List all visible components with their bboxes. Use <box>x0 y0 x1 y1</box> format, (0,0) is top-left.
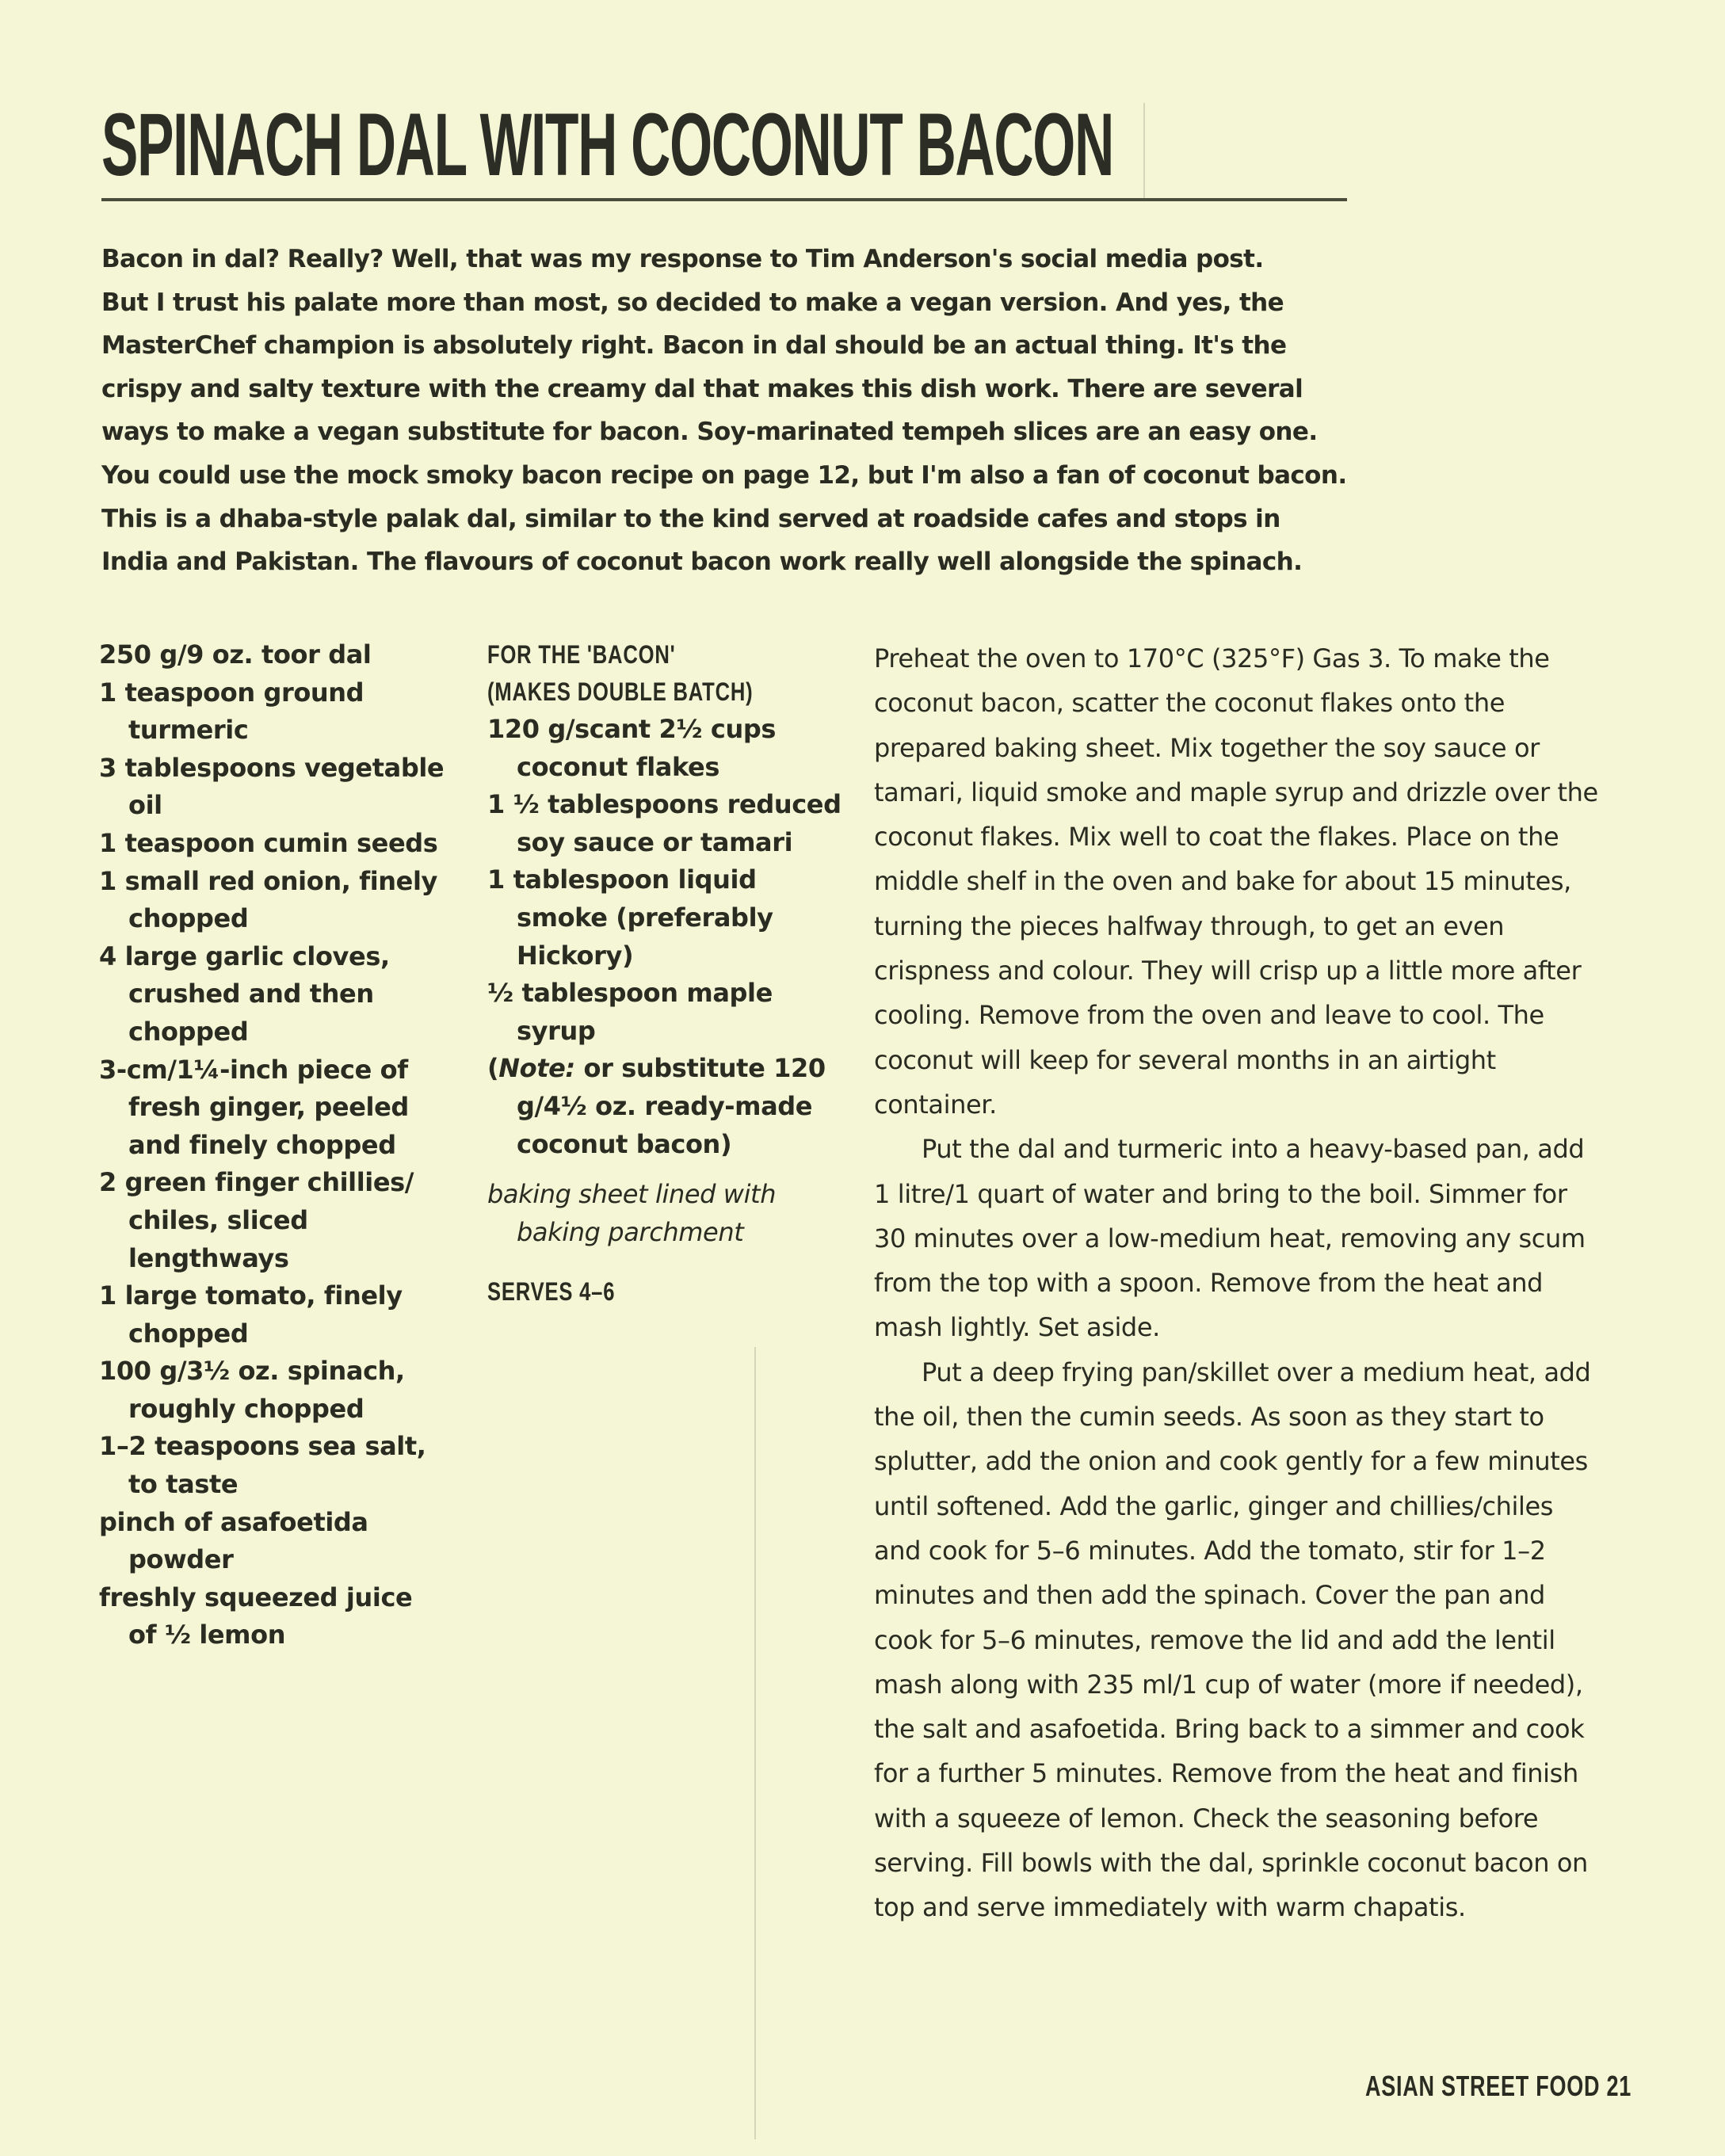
ingredient-item: pinch of asafoetida powder <box>99 1506 368 1575</box>
serves-label: SERVES 4–6 <box>487 1277 616 1307</box>
ingredient-item: 100 g/3½ oz. spinach, roughly chopped <box>99 1356 405 1424</box>
bacon-subheading: (MAKES DOUBLE BATCH) <box>487 677 754 706</box>
intro-line: MasterChef champion is absolutely right. Bacon in dal should be an actual thing. It's the <box>101 331 1287 361</box>
intro-line: India and Pakistan. The flavours of coconut bacon work really well alongside the spinach. <box>101 548 1303 577</box>
ingredient-item: 1–2 teaspoons sea salt, to taste <box>99 1431 426 1500</box>
book-title: ASIAN STREET FOOD <box>1365 2070 1601 2102</box>
ingredient-item: 1 teaspoon cumin seeds <box>99 827 438 858</box>
scan-crease <box>1143 103 1145 198</box>
method-paragraph: Put a deep frying pan/skillet over a medium heat, add the oil, then the cumin seeds. As soon as they start to splutter, add the onion and cook gently for a few minutes until softened. Add the garlic, ginger and chillies/chiles and cook for 5–6 minutes. Add the tomato, stir for 1–2 minutes and then add the spinach. Cover the pan and cook for 5–6 minutes, remove the lid and add the lentil mash along with 235 ml/1 cup of water (more if needed), the salt and asafoetida. Bring back to a simmer and cook for a further 5 minutes. Remove from the heat and finish with a squeeze of lemon. Check the seasoning before serving. Fill bowls with the dal, sprinkle coconut bacon on top and serve immediately with warm chapatis. <box>874 1357 1591 1923</box>
note-paren: ( <box>487 1053 499 1084</box>
ingredients-list <box>99 636 448 1654</box>
title-divider <box>101 198 1347 201</box>
intro-line: This is a dhaba-style palak dal, similar to the kind served at roadside cafes and stops in <box>101 504 1280 533</box>
ingredient-item: 2 green finger chillies/ chiles, sliced lengthways <box>99 1167 414 1273</box>
note-label: Note: <box>498 1053 575 1084</box>
page-number: 21 <box>1606 2070 1632 2102</box>
ingredient-item: 1 small red onion, finely chopped <box>99 865 438 934</box>
bacon-ingredients <box>487 636 844 1311</box>
ingredient-note <box>487 1050 844 1163</box>
ingredient-item: ½ tablespoon maple syrup <box>487 978 773 1046</box>
method-paragraph: Put the dal and turmeric into a heavy-based pan, add 1 litre/1 quart of water and bring to the boil. Simmer for 30 minutes over a low-medium heat, removing any scum from the top with a spoon. Remove from the heat and mash lightly. Set aside. <box>874 1134 1586 1343</box>
ingredient-item: 250 g/9 oz. toor dal <box>99 639 372 670</box>
intro-line: You could use the mock smoky bacon recipe on page 12, but I'm also a fan of coconut bacon. <box>101 460 1347 490</box>
ingredient-item: 120 g/scant 2½ cups coconut flakes <box>487 714 776 782</box>
ingredient-item: freshly squeezed juice of ½ lemon <box>99 1582 413 1650</box>
method-text <box>874 636 1603 1930</box>
ingredient-item: 3-cm/1¼-inch piece of fresh ginger, peeled and finely chopped <box>99 1054 409 1160</box>
ingredient-item: 3 tablespoons vegetable oil <box>99 752 445 821</box>
ingredient-item: 1 large tomato, finely chopped <box>99 1280 403 1349</box>
bacon-heading: FOR THE 'BACON' <box>487 640 676 669</box>
page-title: SPINACH DAL WITH COCONUT BACON <box>101 95 1113 194</box>
ingredient-item: 1 ½ tablespoons reduced soy sauce or tamari <box>487 789 842 857</box>
ingredient-item: 4 large garlic cloves, crushed and then chopped <box>99 941 390 1047</box>
intro-paragraph <box>101 238 1369 584</box>
note-text: or substitute 120 g/4½ oz. ready-made coconut bacon) <box>517 1053 826 1159</box>
method-paragraph: Preheat the oven to 170°C (325°F) Gas 3. To make the coconut bacon, scatter the coconut flakes onto the prepared baking sheet. Mix together the soy sauce or tamari, liquid smoke and maple syrup and drizzle over the coconut flakes. Mix well to coat the flakes. Place on the middle shelf in the oven and bake for about 15 minutes, turning the pieces halfway through, to get an even crispness and colour. They will crisp up a little more after cooling. Remove from the oven and leave to cool. The coconut will keep for several months in an airtight container. <box>874 643 1598 1120</box>
ingredient-item: 1 tablespoon liquid smoke (preferably Hickory) <box>487 864 773 971</box>
intro-line: crispy and salty texture with the creamy dal that makes this dish work. There are several <box>101 374 1303 403</box>
scan-crease <box>754 1347 756 2139</box>
equipment-note: baking sheet lined with baking parchment <box>487 1179 777 1247</box>
ingredient-item: 1 teaspoon ground turmeric <box>99 677 364 746</box>
page-footer <box>1365 2070 1631 2103</box>
intro-line: Bacon in dal? Really? Well, that was my response to Tim Anderson's social media post. <box>101 245 1264 273</box>
intro-line: But I trust his palate more than most, so decided to make a vegan version. And yes, the <box>101 288 1284 317</box>
intro-line: ways to make a vegan substitute for bacon. Soy-marinated tempeh slices are an easy one. <box>101 418 1318 447</box>
